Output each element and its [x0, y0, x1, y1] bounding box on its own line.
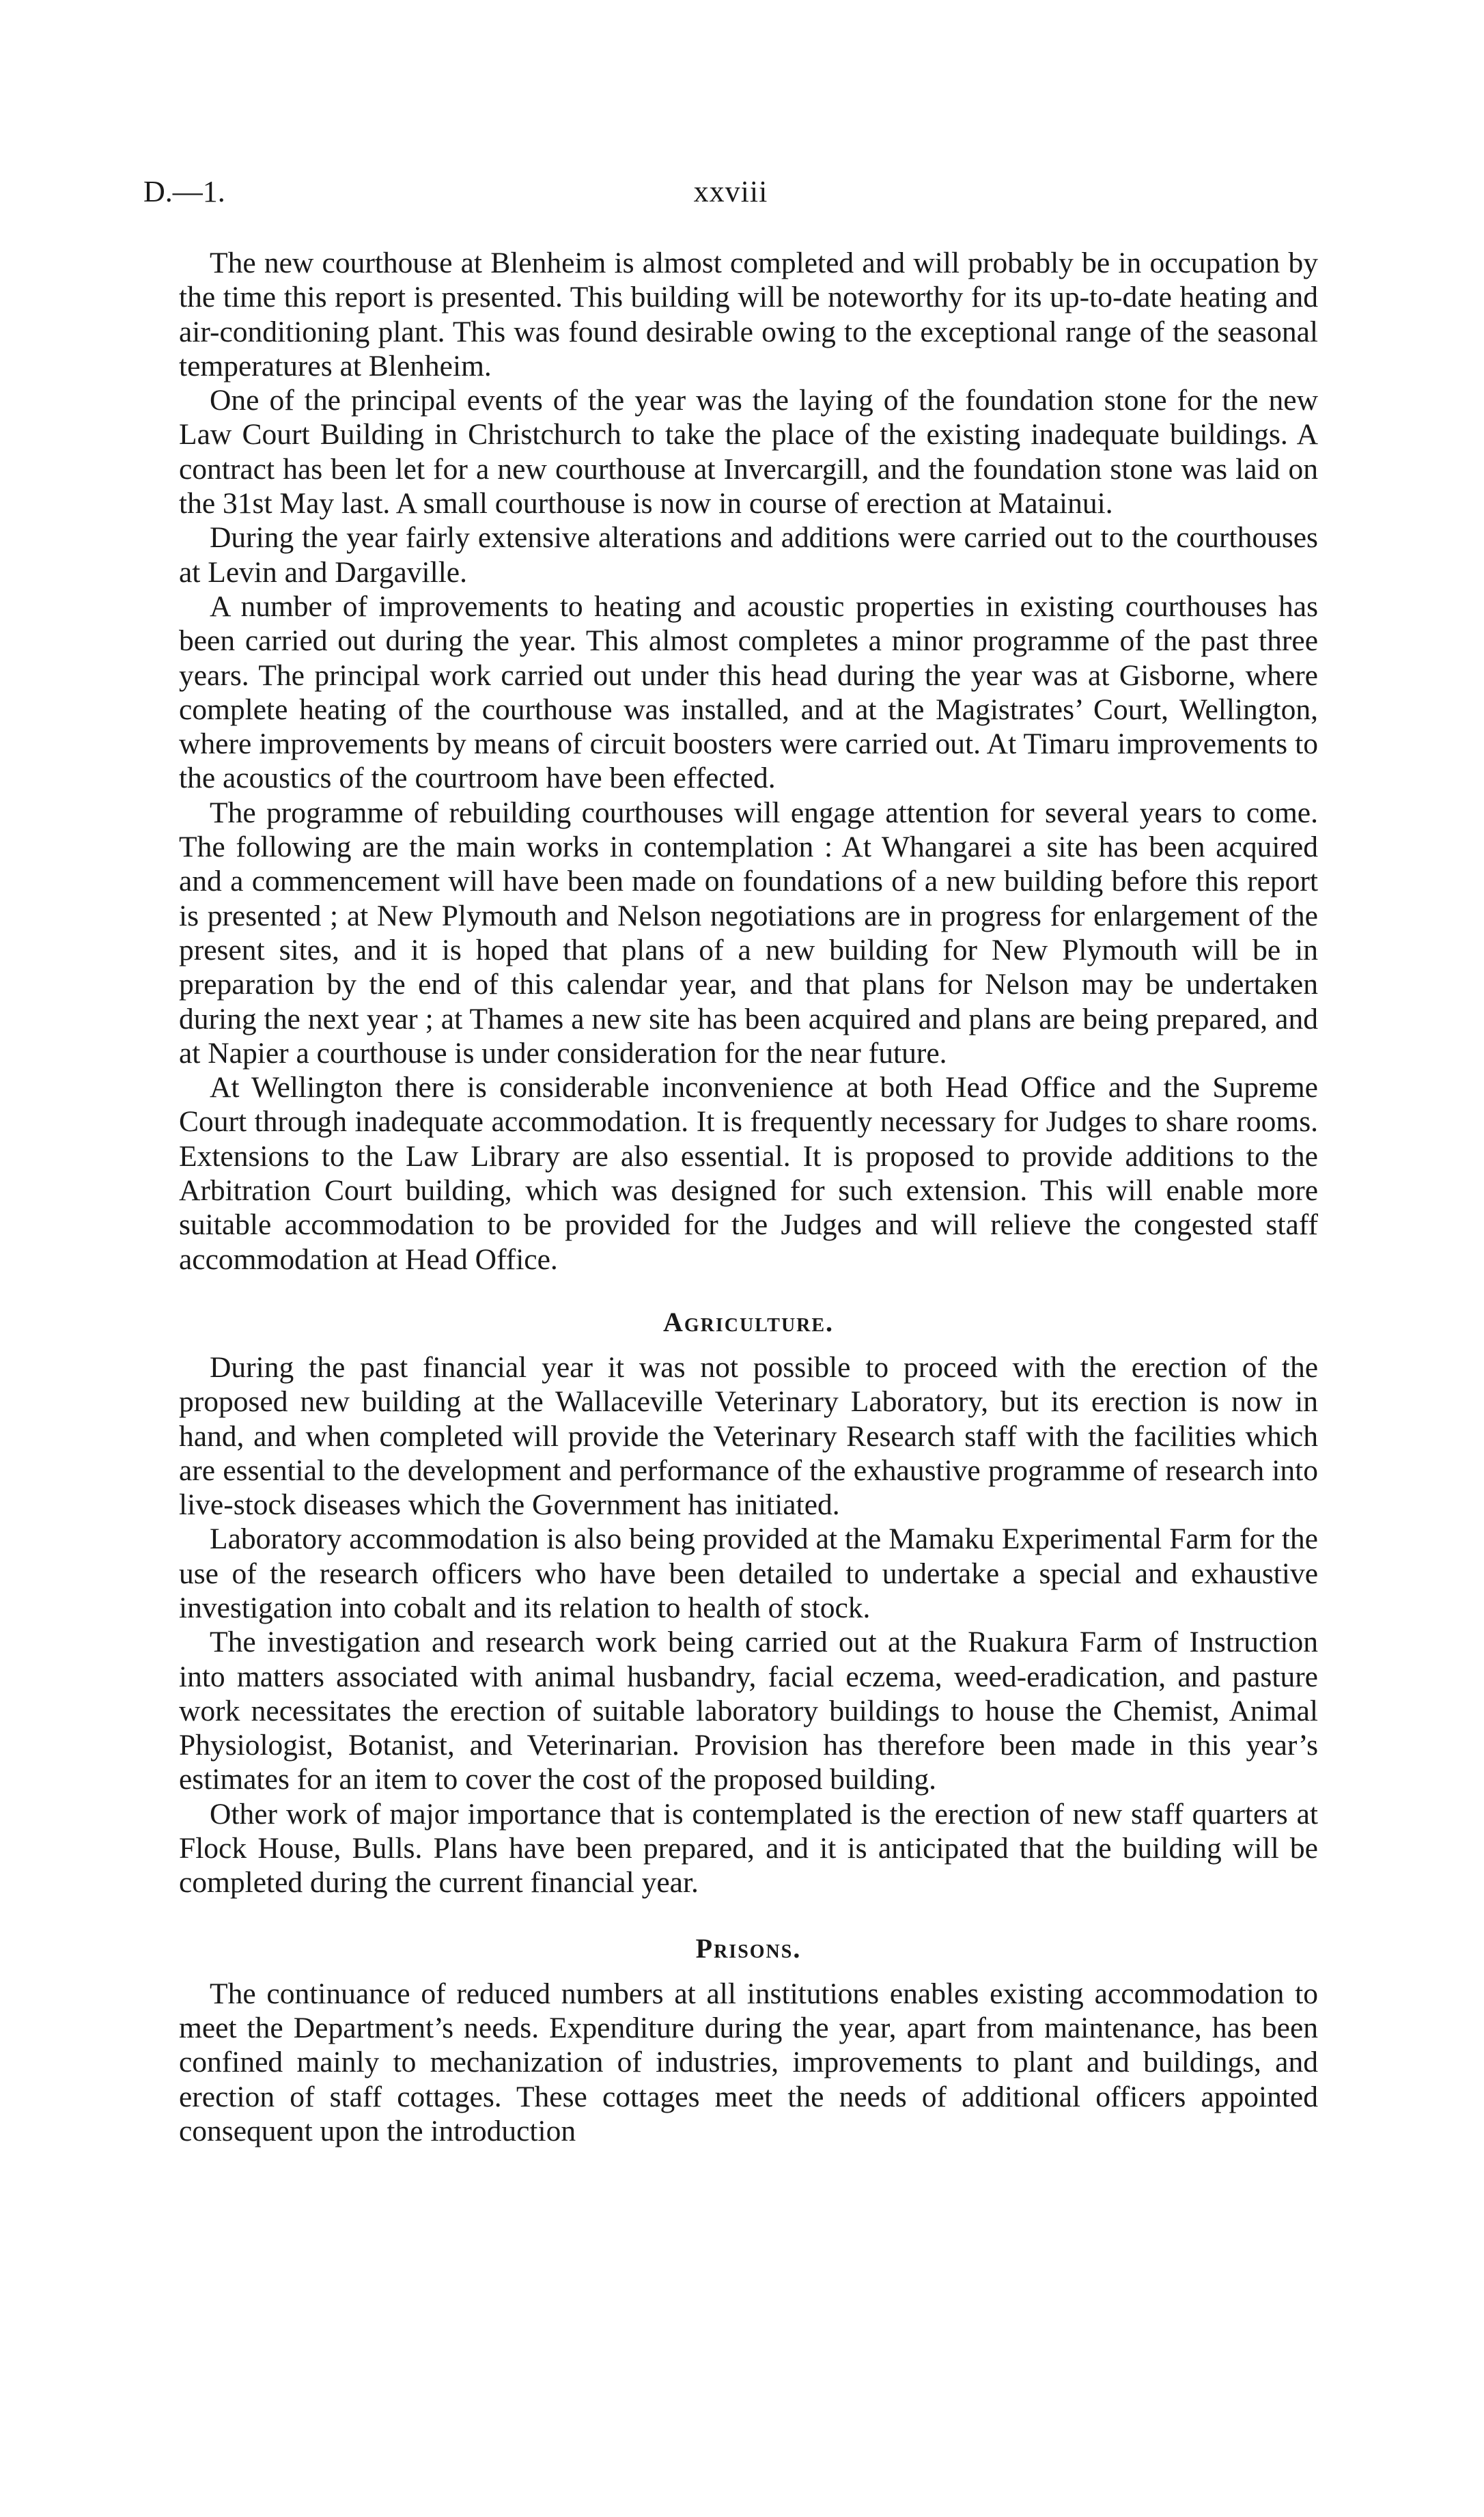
paragraph: The investigation and research work being carried out at the Ruakura Farm of Instruction into matters associated with animal husbandry, facial eczema, weed-eradication, and pasture work necessitates the erection of suitable laboratory buildings to house the Chemist, Animal Physiologist, Botanist, and Veterinarian. Provision has therefore been made in this year’s estimates for an item to cover the cost of the proposed building.	[179, 1626, 1318, 1796]
section-heading-agriculture: Agriculture.	[662, 1306, 835, 1337]
paragraph: The programme of rebuilding courthouses will engage attention for several years to come. The following are the main works in contemplation : At Whangarei a site has been acquired and a commencement will have been made on foundations of a new building before this report is presented ; at New Plymouth and Nelson negotiations are in progress for enlargement of the present sites, and it is hoped that plans of a new building for New Plymouth will be in preparation by the end of this calendar year, and that plans for Nelson may be undertaken during the next year ; at Thames a new site has been acquired and plans are being prepared, and at Napier a courthouse is under consideration for the near future.	[179, 796, 1318, 1070]
document-body	[179, 246, 1318, 2148]
paragraph: The new courthouse at Blenheim is almost completed and will probably be in occupation by the time this report is presented. This building will be noteworthy for its up-to-date heating and air-conditioning plant. This was found desirable owing to the exceptional range of the seasonal temperatures at Blenheim.	[179, 247, 1318, 383]
paragraph: Laboratory accommodation is also being provided at the Mamaku Experimental Farm for the use of the research officers who have been detailed to undertake a special and exhaustive investigation into cobalt and its relation to health of stock.	[179, 1522, 1318, 1624]
document-reference: D.—1.	[143, 175, 225, 208]
paragraph: During the past financial year it was not possible to proceed with the erection of the proposed new building at the Wallaceville Veterinary Laboratory, but its erection is now in hand, and when completed will provide the Veterinary Research staff with the facilities which are essential to the development and performance of the exhaustive programme of research into live-stock diseases which the Government has initiated.	[179, 1350, 1318, 1522]
paragraph: At Wellington there is considerable inconvenience at both Head Office and the Supreme Court through inadequate accommodation. It is frequently necessary for Judges to share rooms. Extensions to the Law Library are also essential. It is proposed to provide additions to the Arbitration Court building, which was designed for such extension. This will enable more suitable accommodation to be provided for the Judges and will relieve the congested staff accommodation at Head Office.	[179, 1071, 1318, 1276]
paragraph: A number of improvements to heating and acoustic properties in existing courthouses has been carried out during the year. This almost completes a minor programme of the past three years. The principal work carried out under this head during the year was at Gisborne, where complete heating of the courthouse was installed, and at the Magistrates’ Court, Wellington, where improvements by means of circuit boosters were carried out. At Timaru improvements to the acoustics of the courtroom have been effected.	[179, 589, 1318, 795]
page-number: xxviii	[693, 175, 768, 208]
section-heading-prisons: Prisons.	[695, 1932, 802, 1964]
paragraph: During the year fairly extensive alterations and additions were carried out to the courthouses at Levin and Dargaville.	[179, 521, 1318, 589]
paragraph: Other work of major importance that is contemplated is the erection of new staff quarters at Flock House, Bulls. Plans have been prepared, and it is anticipated that the building will be completed during the current financial year.	[179, 1797, 1318, 1900]
paragraph: One of the principal events of the year was the laying of the foundation stone for the new Law Court Building in Christchurch to take the place of the existing inadequate buildings. A contract has been let for a new courthouse at Invercargill, and the foundation stone was laid on the 31st May last. A small courthouse is now in course of erection at Matainui.	[179, 384, 1318, 520]
page-header	[143, 174, 1318, 215]
paragraph: The continuance of reduced numbers at all institutions enables existing accommodation to meet the Department’s needs. Expenditure during the year, apart from maintenance, has been confined mainly to mechanization of industries, improvements to plant and buildings, and erection of staff cottages. These cottages meet the needs of additional officers appointed consequent upon the introduction	[179, 1977, 1318, 2147]
